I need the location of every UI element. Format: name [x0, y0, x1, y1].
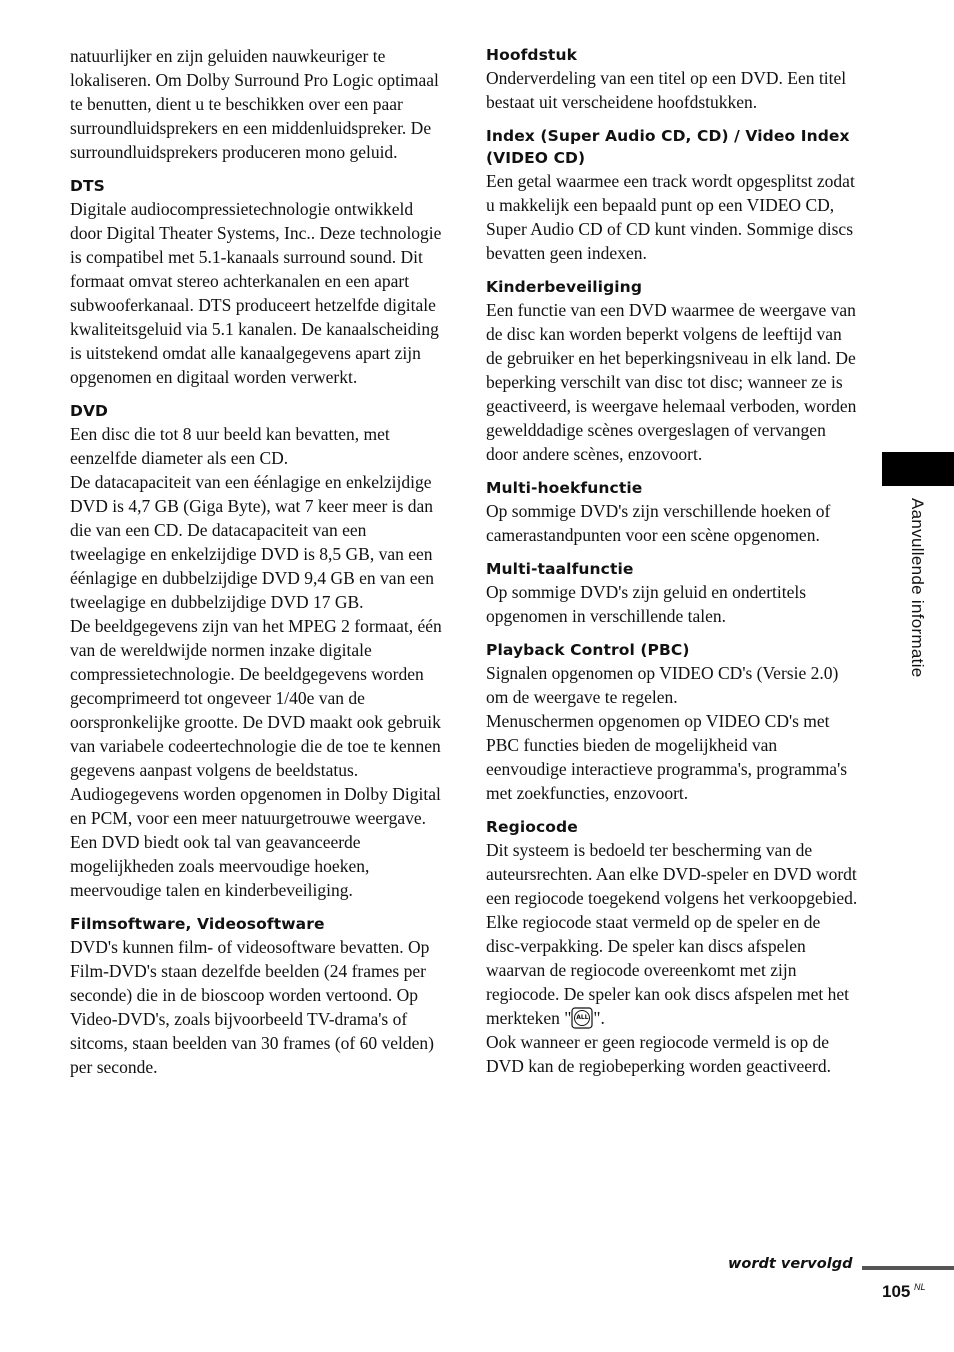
region-all-icon: [571, 1007, 593, 1029]
term-definition: Een functie van een DVD waarmee de weergave van de disc kan worden beperkt volgens de leeftijd van de gebruiker en het beperkingsniveau in elk land. De beperking verschilt van disc tot disc; wanneer ze is geactiveerd, is weergave helemaal verboden, worden gewelddadige scènes overgeslagen of vervangen door andere scènes, enzovoort.: [486, 300, 857, 464]
term-definition: De beeldgegevens zijn van het MPEG 2 formaat, één van de wereldwijde normen inzake digitale compressietechnologie. De beeldgegevens worden gecomprimeerd tot ongeveer 1/40e van de oorspronkelijke grootte. De DVD maakt ook gebruik van variabele codeertechnologie die de toe te kennen gegevens aanpast volgens de beeldstatus.: [70, 616, 442, 780]
term-definition: [486, 838, 858, 1030]
term-definition: De datacapaciteit van een éénlagige en enkelzijdige DVD is 4,7 GB (Giga Byte), wat 7 keer meer is dan die van een CD. De datacapaciteit van een tweelagige en enkelzijdige DVD is 8,5 GB, van een éénlagige en dubbelzijdige DVD 9,4 GB en van een tweelagige en dubbelzijdige DVD 17 GB.: [70, 472, 434, 612]
entry-multi-taal: [486, 558, 858, 628]
entry-regiocode: [486, 816, 858, 1078]
entry-hoofdstuk: [486, 44, 858, 114]
entry-dts: [70, 175, 442, 389]
region-text-before: Dit systeem is bedoeld ter bescherming van de auteursrechten. Aan elke DVD-speler en DVD wordt een regiocode toegekend volgens het verkoopgebied. Elke regiocode staat vermeld op de speler en de disc-verpakking. De speler kan discs afspelen waarvan de regiocode overeenkomt met zijn regiocode. De speler kan ook discs afspelen met het merkteken ": [486, 840, 858, 1028]
right-column: [486, 44, 858, 1078]
term-heading: DVD: [70, 402, 109, 420]
term-heading: Playback Control (PBC): [486, 641, 690, 659]
region-text-after: ".: [593, 1008, 605, 1028]
term-definition: Een getal waarmee een track wordt opgesplitst zodat u makkelijk een bepaald punt op een VIDEO CD, Super Audio CD of CD kunt vinden. Sommige discs bevatten geen indexen.: [486, 171, 855, 263]
term-definition: Digitale audiocompressietechnologie ontwikkeld door Digital Theater Systems, Inc.. Deze technologie is compatibel met 5.1-kanaals surround sound. Dit formaat omvat stereo achterkanalen en een apart subwooferkanaal. DTS produceert hetzelfde digitale kwaliteitsgeluid via 5.1 kanalen. De kanaalscheiding is uitstekend omdat alle kanaalgegevens apart zijn opgenomen en digitaal worden verwerkt.: [70, 199, 442, 387]
term-definition: Op sommige DVD's zijn verschillende hoeken of camerastandpunten voor een scène opgenomen.: [486, 501, 831, 545]
term-heading: Multi-hoekfunctie: [486, 479, 643, 497]
term-heading: DTS: [70, 177, 105, 195]
entry-filmsoftware: [70, 913, 442, 1079]
term-definition: Een disc die tot 8 uur beeld kan bevatten, met eenzelfde diameter als een CD.: [70, 424, 390, 468]
intro-text: natuurlijker en zijn geluiden nauwkeuriger te lokaliseren. Om Dolby Surround Pro Logic optimaal te benutten, dient u te beschikken over een paar surroundluidsprekers en een middenluidspreker. De surroundluidsprekers produceren mono geluid.: [70, 46, 439, 162]
term-heading: Kinderbeveiliging: [486, 278, 643, 296]
entry-pbc: [486, 639, 858, 805]
term-definition: Menuschermen opgenomen op VIDEO CD's met PBC functies bieden de mogelijkheid van eenvoudige interactieve programma's, programma's met zoekfuncties, enzovoort.: [486, 711, 848, 803]
page-language-suffix: NL: [914, 1282, 926, 1292]
term-definition: Een DVD biedt ook tal van geavanceerde mogelijkheden zoals meervoudige hoeken, meervoudige talen en kinderbeveiliging.: [70, 832, 370, 900]
term-heading: Regiocode: [486, 818, 578, 836]
term-definition: DVD's kunnen film- of videosoftware bevatten. Op Film-DVD's staan dezelfde beelden (24 frames per seconde) die in de bioscoop worden vertoond. Op Video-DVD's, zoals bijvoorbeeld TV-drama's of sitcoms, staan beelden van 30 frames (of 60 velden) per seconde.: [70, 937, 434, 1077]
entry-index: [486, 125, 858, 265]
term-definition: Signalen opgenomen op VIDEO CD's (Versie 2.0) om de weergave te regelen.: [486, 663, 839, 707]
entry-dvd: [70, 400, 442, 902]
term-heading: Hoofdstuk: [486, 46, 577, 64]
term-definition: Ook wanneer er geen regiocode vermeld is op de DVD kan de regiobeperking worden geactiveerd.: [486, 1032, 832, 1076]
section-tab-marker: [882, 452, 954, 486]
term-heading: Filmsoftware, Videosoftware: [70, 915, 325, 933]
continued-rule: [862, 1266, 954, 1270]
section-side-label: Aanvullende informatie: [908, 498, 927, 678]
term-definition: Audiogegevens worden opgenomen in Dolby Digital en PCM, voor een meer natuurgetrouwe weergave.: [70, 784, 441, 828]
entry-multi-hoek: [486, 477, 858, 547]
term-heading: Index (Super Audio CD, CD) / Video Index (VIDEO CD): [486, 127, 850, 167]
continued-label: wordt vervolgd: [728, 1256, 853, 1272]
term-definition: Op sommige DVD's zijn geluid en ondertitels opgenomen in verschillende talen.: [486, 582, 807, 626]
entry-kinderbeveiliging: [486, 276, 858, 466]
term-heading: Multi-taalfunctie: [486, 560, 634, 578]
term-definition: Onderverdeling van een titel op een DVD. Een titel bestaat uit verscheidene hoofdstukken.: [486, 68, 847, 112]
left-column: [70, 44, 442, 1079]
page-number: 105: [882, 1282, 911, 1301]
region-mark-text: ALL: [576, 1014, 589, 1021]
